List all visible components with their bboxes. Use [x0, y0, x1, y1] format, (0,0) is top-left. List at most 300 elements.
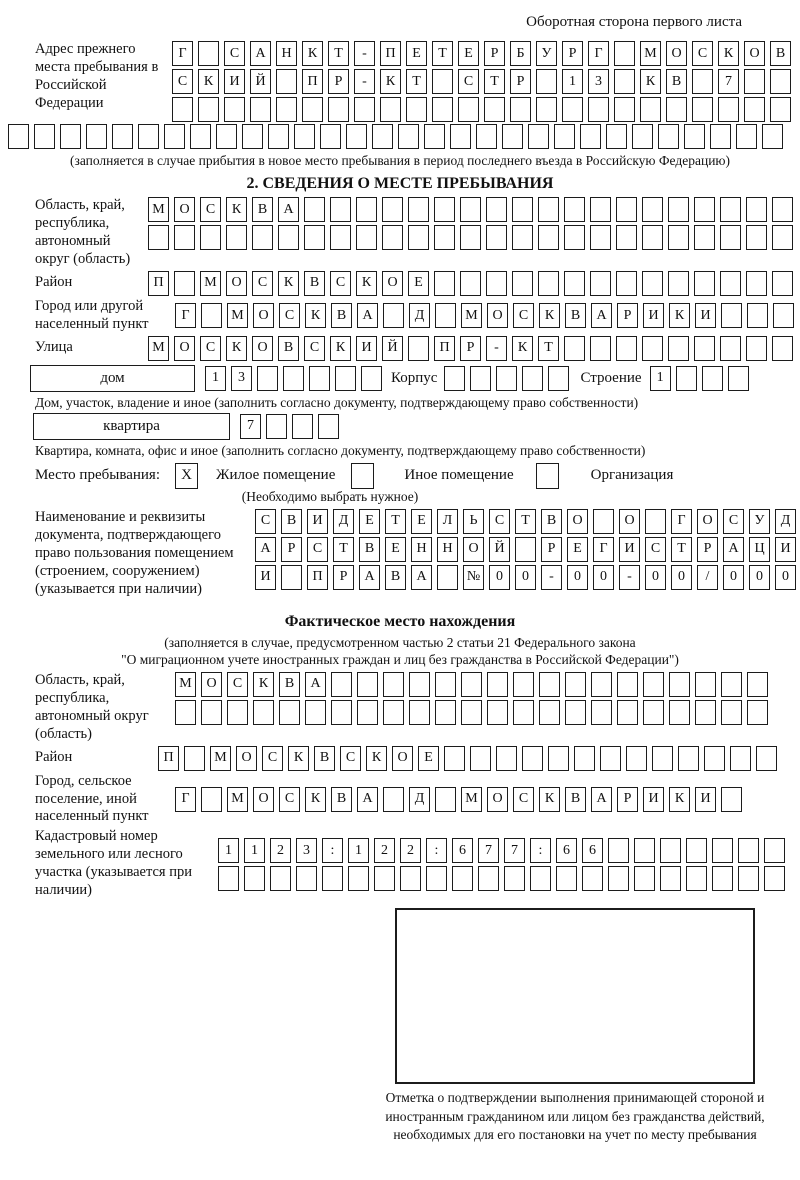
char-cell[interactable]	[564, 336, 585, 361]
char-cell[interactable]: П	[307, 565, 328, 590]
char-cell[interactable]	[712, 838, 733, 863]
actual-city-row[interactable]	[175, 787, 747, 812]
char-cell[interactable]	[484, 97, 505, 122]
char-cell[interactable]	[304, 225, 325, 250]
char-cell[interactable]: -	[354, 69, 375, 94]
char-cell[interactable]: А	[278, 197, 299, 222]
char-cell[interactable]	[190, 124, 211, 149]
char-cell[interactable]: С	[723, 509, 744, 534]
char-cell[interactable]	[515, 537, 536, 562]
char-cell[interactable]: К	[305, 787, 326, 812]
char-cell[interactable]: Р	[617, 303, 638, 328]
char-cell[interactable]: С	[279, 787, 300, 812]
char-cell[interactable]: К	[718, 41, 739, 66]
char-cell[interactable]	[470, 366, 491, 391]
char-cell[interactable]	[437, 565, 458, 590]
house-number-row[interactable]	[205, 366, 387, 391]
char-cell[interactable]: Д	[409, 303, 430, 328]
char-cell[interactable]	[250, 97, 271, 122]
char-cell[interactable]: 1	[562, 69, 583, 94]
char-cell[interactable]: С	[172, 69, 193, 94]
char-cell[interactable]	[626, 746, 647, 771]
char-cell[interactable]	[668, 197, 689, 222]
char-cell[interactable]	[380, 97, 401, 122]
char-cell[interactable]: К	[198, 69, 219, 94]
char-cell[interactable]	[174, 225, 195, 250]
char-cell[interactable]	[361, 366, 382, 391]
char-cell[interactable]	[692, 69, 713, 94]
char-cell[interactable]	[292, 414, 313, 439]
char-cell[interactable]: Е	[408, 271, 429, 296]
char-cell[interactable]: У	[536, 41, 557, 66]
char-cell[interactable]: Т	[333, 537, 354, 562]
char-cell[interactable]: В	[252, 197, 273, 222]
char-cell[interactable]	[539, 700, 560, 725]
char-cell[interactable]: Е	[458, 41, 479, 66]
char-cell[interactable]	[398, 124, 419, 149]
char-cell[interactable]: К	[305, 303, 326, 328]
char-cell[interactable]	[580, 124, 601, 149]
char-cell[interactable]: :	[426, 838, 447, 863]
char-cell[interactable]	[565, 672, 586, 697]
char-cell[interactable]	[634, 838, 655, 863]
char-cell[interactable]	[452, 866, 473, 891]
char-cell[interactable]	[772, 271, 793, 296]
char-cell[interactable]: Е	[418, 746, 439, 771]
char-cell[interactable]: В	[331, 303, 352, 328]
char-cell[interactable]: Т	[538, 336, 559, 361]
char-cell[interactable]: О	[252, 336, 273, 361]
char-cell[interactable]: 1	[218, 838, 239, 863]
char-cell[interactable]: Г	[175, 303, 196, 328]
char-cell[interactable]: :	[530, 838, 551, 863]
char-cell[interactable]	[409, 672, 430, 697]
char-cell[interactable]: 6	[556, 838, 577, 863]
char-cell[interactable]	[318, 414, 339, 439]
char-cell[interactable]	[712, 866, 733, 891]
char-cell[interactable]: В	[314, 746, 335, 771]
char-cell[interactable]	[304, 197, 325, 222]
char-cell[interactable]: О	[697, 509, 718, 534]
char-cell[interactable]: 0	[515, 565, 536, 590]
char-cell[interactable]	[374, 866, 395, 891]
char-cell[interactable]	[278, 225, 299, 250]
char-cell[interactable]	[356, 197, 377, 222]
char-cell[interactable]: С	[458, 69, 479, 94]
char-cell[interactable]	[772, 225, 793, 250]
char-cell[interactable]	[747, 303, 768, 328]
char-cell[interactable]	[642, 271, 663, 296]
char-cell[interactable]	[728, 366, 749, 391]
char-cell[interactable]	[660, 866, 681, 891]
char-cell[interactable]: В	[331, 787, 352, 812]
char-cell[interactable]	[764, 866, 785, 891]
char-cell[interactable]	[669, 672, 690, 697]
char-cell[interactable]: О	[619, 509, 640, 534]
char-cell[interactable]: И	[255, 565, 276, 590]
char-cell[interactable]: С	[692, 41, 713, 66]
char-cell[interactable]	[242, 124, 263, 149]
char-cell[interactable]	[330, 225, 351, 250]
char-cell[interactable]: К	[253, 672, 274, 697]
char-cell[interactable]	[276, 97, 297, 122]
char-cell[interactable]	[616, 197, 637, 222]
char-cell[interactable]	[86, 124, 107, 149]
char-cell[interactable]	[302, 97, 323, 122]
char-cell[interactable]: С	[307, 537, 328, 562]
char-cell[interactable]	[512, 197, 533, 222]
char-cell[interactable]	[276, 69, 297, 94]
char-cell[interactable]: Р	[541, 537, 562, 562]
char-cell[interactable]	[530, 866, 551, 891]
char-cell[interactable]	[634, 866, 655, 891]
char-cell[interactable]	[548, 746, 569, 771]
char-cell[interactable]: Й	[382, 336, 403, 361]
char-cell[interactable]: Г	[671, 509, 692, 534]
char-cell[interactable]: Т	[406, 69, 427, 94]
char-cell[interactable]	[642, 197, 663, 222]
char-cell[interactable]	[487, 672, 508, 697]
char-cell[interactable]	[632, 124, 653, 149]
char-cell[interactable]: 0	[775, 565, 796, 590]
char-cell[interactable]	[564, 225, 585, 250]
char-cell[interactable]	[710, 124, 731, 149]
char-cell[interactable]: У	[749, 509, 770, 534]
char-cell[interactable]	[487, 700, 508, 725]
char-cell[interactable]: С	[262, 746, 283, 771]
char-cell[interactable]: -	[486, 336, 507, 361]
char-cell[interactable]	[331, 700, 352, 725]
char-cell[interactable]	[608, 866, 629, 891]
char-cell[interactable]: И	[356, 336, 377, 361]
char-cell[interactable]	[590, 336, 611, 361]
char-cell[interactable]: -	[541, 565, 562, 590]
char-cell[interactable]	[669, 700, 690, 725]
char-cell[interactable]: Р	[460, 336, 481, 361]
apartment-number-row[interactable]	[240, 414, 344, 439]
char-cell[interactable]	[660, 838, 681, 863]
char-cell[interactable]	[357, 700, 378, 725]
char-cell[interactable]: В	[279, 672, 300, 697]
char-cell[interactable]	[184, 746, 205, 771]
char-cell[interactable]: К	[366, 746, 387, 771]
char-cell[interactable]	[461, 672, 482, 697]
char-cell[interactable]	[668, 336, 689, 361]
char-cell[interactable]: А	[591, 787, 612, 812]
char-cell[interactable]: К	[278, 271, 299, 296]
korpus-row[interactable]	[444, 366, 574, 391]
char-cell[interactable]	[574, 746, 595, 771]
char-cell[interactable]: С	[513, 303, 534, 328]
char-cell[interactable]: С	[645, 537, 666, 562]
char-cell[interactable]	[590, 197, 611, 222]
char-cell[interactable]	[747, 700, 768, 725]
char-cell[interactable]: Р	[281, 537, 302, 562]
char-cell[interactable]: В	[278, 336, 299, 361]
char-cell[interactable]	[562, 97, 583, 122]
char-cell[interactable]	[424, 124, 445, 149]
street-row[interactable]	[148, 336, 798, 361]
char-cell[interactable]	[172, 97, 193, 122]
char-cell[interactable]: Т	[328, 41, 349, 66]
char-cell[interactable]	[328, 97, 349, 122]
char-cell[interactable]: П	[380, 41, 401, 66]
char-cell[interactable]	[668, 225, 689, 250]
char-cell[interactable]: В	[565, 787, 586, 812]
char-cell[interactable]: Т	[515, 509, 536, 534]
char-cell[interactable]	[772, 197, 793, 222]
char-cell[interactable]: С	[224, 41, 245, 66]
char-cell[interactable]	[704, 746, 725, 771]
char-cell[interactable]: К	[380, 69, 401, 94]
char-cell[interactable]: М	[227, 303, 248, 328]
char-cell[interactable]: В	[565, 303, 586, 328]
house-type-box[interactable]: дом	[30, 365, 195, 392]
char-cell[interactable]	[496, 366, 517, 391]
char-cell[interactable]	[138, 124, 159, 149]
stroenie-row[interactable]	[650, 366, 754, 391]
char-cell[interactable]	[268, 124, 289, 149]
char-cell[interactable]	[746, 197, 767, 222]
char-cell[interactable]: О	[236, 746, 257, 771]
char-cell[interactable]	[470, 746, 491, 771]
char-cell[interactable]	[486, 197, 507, 222]
char-cell[interactable]	[702, 366, 723, 391]
char-cell[interactable]: Н	[411, 537, 432, 562]
char-cell[interactable]: О	[382, 271, 403, 296]
char-cell[interactable]: К	[539, 303, 560, 328]
char-cell[interactable]: А	[255, 537, 276, 562]
char-cell[interactable]: О	[666, 41, 687, 66]
char-cell[interactable]: С	[513, 787, 534, 812]
char-cell[interactable]	[279, 700, 300, 725]
char-cell[interactable]	[642, 225, 663, 250]
char-cell[interactable]	[400, 866, 421, 891]
char-cell[interactable]	[201, 700, 222, 725]
char-cell[interactable]: О	[567, 509, 588, 534]
char-cell[interactable]	[536, 69, 557, 94]
document-row-1[interactable]	[255, 509, 800, 534]
char-cell[interactable]	[175, 700, 196, 725]
char-cell[interactable]	[383, 672, 404, 697]
prev-address-row-1[interactable]	[172, 41, 796, 66]
char-cell[interactable]	[348, 866, 369, 891]
char-cell[interactable]: Т	[432, 41, 453, 66]
char-cell[interactable]: 3	[588, 69, 609, 94]
char-cell[interactable]	[200, 225, 221, 250]
char-cell[interactable]: М	[227, 787, 248, 812]
char-cell[interactable]: К	[539, 787, 560, 812]
char-cell[interactable]	[764, 838, 785, 863]
char-cell[interactable]: А	[305, 672, 326, 697]
char-cell[interactable]: 6	[582, 838, 603, 863]
char-cell[interactable]: Е	[567, 537, 588, 562]
char-cell[interactable]: В	[666, 69, 687, 94]
char-cell[interactable]: В	[385, 565, 406, 590]
char-cell[interactable]: -	[354, 41, 375, 66]
char-cell[interactable]	[496, 746, 517, 771]
char-cell[interactable]	[382, 197, 403, 222]
char-cell[interactable]: 2	[270, 838, 291, 863]
char-cell[interactable]	[174, 271, 195, 296]
char-cell[interactable]: К	[226, 197, 247, 222]
char-cell[interactable]	[756, 746, 777, 771]
char-cell[interactable]: 6	[452, 838, 473, 863]
char-cell[interactable]: К	[512, 336, 533, 361]
char-cell[interactable]	[773, 303, 794, 328]
char-cell[interactable]: 0	[671, 565, 692, 590]
residential-checkbox[interactable]: X	[175, 463, 198, 489]
char-cell[interactable]: К	[226, 336, 247, 361]
char-cell[interactable]	[305, 700, 326, 725]
char-cell[interactable]: 0	[593, 565, 614, 590]
char-cell[interactable]: А	[591, 303, 612, 328]
char-cell[interactable]: П	[158, 746, 179, 771]
other-premises-checkbox[interactable]	[351, 463, 374, 489]
char-cell[interactable]	[252, 225, 273, 250]
char-cell[interactable]: Р	[510, 69, 531, 94]
char-cell[interactable]: О	[174, 197, 195, 222]
char-cell[interactable]: О	[226, 271, 247, 296]
char-cell[interactable]	[539, 672, 560, 697]
char-cell[interactable]: И	[695, 787, 716, 812]
char-cell[interactable]	[435, 303, 456, 328]
char-cell[interactable]: С	[304, 336, 325, 361]
char-cell[interactable]	[357, 672, 378, 697]
char-cell[interactable]	[383, 700, 404, 725]
char-cell[interactable]: Р	[562, 41, 583, 66]
char-cell[interactable]	[554, 124, 575, 149]
char-cell[interactable]: 1	[348, 838, 369, 863]
char-cell[interactable]	[614, 41, 635, 66]
char-cell[interactable]: 2	[374, 838, 395, 863]
char-cell[interactable]: -	[619, 565, 640, 590]
char-cell[interactable]	[201, 303, 222, 328]
char-cell[interactable]	[270, 866, 291, 891]
char-cell[interactable]: А	[357, 787, 378, 812]
char-cell[interactable]	[730, 746, 751, 771]
char-cell[interactable]	[676, 366, 697, 391]
char-cell[interactable]: Т	[385, 509, 406, 534]
char-cell[interactable]	[322, 866, 343, 891]
char-cell[interactable]	[476, 124, 497, 149]
char-cell[interactable]	[253, 700, 274, 725]
char-cell[interactable]	[406, 97, 427, 122]
char-cell[interactable]: :	[322, 838, 343, 863]
char-cell[interactable]: И	[643, 303, 664, 328]
char-cell[interactable]: С	[200, 197, 221, 222]
char-cell[interactable]: Р	[333, 565, 354, 590]
char-cell[interactable]: Р	[484, 41, 505, 66]
char-cell[interactable]	[694, 336, 715, 361]
char-cell[interactable]	[383, 303, 404, 328]
char-cell[interactable]	[383, 787, 404, 812]
char-cell[interactable]: С	[252, 271, 273, 296]
char-cell[interactable]: Е	[359, 509, 380, 534]
char-cell[interactable]	[112, 124, 133, 149]
char-cell[interactable]: Г	[172, 41, 193, 66]
actual-region-row-1[interactable]	[175, 672, 773, 697]
char-cell[interactable]: И	[307, 509, 328, 534]
char-cell[interactable]	[460, 197, 481, 222]
char-cell[interactable]	[434, 197, 455, 222]
char-cell[interactable]	[382, 225, 403, 250]
char-cell[interactable]: Г	[593, 537, 614, 562]
char-cell[interactable]: А	[357, 303, 378, 328]
char-cell[interactable]	[548, 366, 569, 391]
document-row-3[interactable]	[255, 565, 800, 590]
char-cell[interactable]	[346, 124, 367, 149]
char-cell[interactable]	[432, 69, 453, 94]
char-cell[interactable]	[668, 271, 689, 296]
char-cell[interactable]: П	[148, 271, 169, 296]
char-cell[interactable]	[164, 124, 185, 149]
char-cell[interactable]: К	[356, 271, 377, 296]
char-cell[interactable]	[486, 271, 507, 296]
char-cell[interactable]: Н	[276, 41, 297, 66]
char-cell[interactable]	[721, 303, 742, 328]
char-cell[interactable]	[720, 336, 741, 361]
char-cell[interactable]: О	[253, 303, 274, 328]
char-cell[interactable]: О	[487, 787, 508, 812]
char-cell[interactable]: М	[148, 197, 169, 222]
char-cell[interactable]: М	[461, 303, 482, 328]
char-cell[interactable]	[512, 225, 533, 250]
char-cell[interactable]: 1	[650, 366, 671, 391]
char-cell[interactable]	[556, 866, 577, 891]
char-cell[interactable]	[658, 124, 679, 149]
char-cell[interactable]	[218, 866, 239, 891]
char-cell[interactable]: М	[175, 672, 196, 697]
char-cell[interactable]	[588, 97, 609, 122]
char-cell[interactable]: Г	[175, 787, 196, 812]
char-cell[interactable]	[226, 225, 247, 250]
char-cell[interactable]	[536, 97, 557, 122]
char-cell[interactable]	[224, 97, 245, 122]
char-cell[interactable]: А	[723, 537, 744, 562]
region-row-1[interactable]	[148, 197, 798, 222]
char-cell[interactable]	[720, 225, 741, 250]
char-cell[interactable]	[695, 700, 716, 725]
char-cell[interactable]	[746, 271, 767, 296]
char-cell[interactable]	[565, 700, 586, 725]
char-cell[interactable]	[686, 866, 707, 891]
char-cell[interactable]	[642, 336, 663, 361]
char-cell[interactable]: Д	[333, 509, 354, 534]
char-cell[interactable]	[720, 271, 741, 296]
char-cell[interactable]	[354, 97, 375, 122]
char-cell[interactable]	[512, 271, 533, 296]
char-cell[interactable]: 3	[296, 838, 317, 863]
char-cell[interactable]: С	[255, 509, 276, 534]
char-cell[interactable]: М	[210, 746, 231, 771]
actual-district-row[interactable]	[158, 746, 782, 771]
char-cell[interactable]	[266, 414, 287, 439]
char-cell[interactable]	[746, 225, 767, 250]
char-cell[interactable]	[478, 866, 499, 891]
char-cell[interactable]	[590, 225, 611, 250]
char-cell[interactable]: 7	[718, 69, 739, 94]
city-row[interactable]	[175, 303, 799, 328]
char-cell[interactable]	[608, 838, 629, 863]
char-cell[interactable]: С	[330, 271, 351, 296]
char-cell[interactable]: О	[253, 787, 274, 812]
char-cell[interactable]: И	[619, 537, 640, 562]
char-cell[interactable]	[762, 124, 783, 149]
char-cell[interactable]: Б	[510, 41, 531, 66]
prev-address-row-3[interactable]	[172, 97, 796, 122]
char-cell[interactable]	[450, 124, 471, 149]
